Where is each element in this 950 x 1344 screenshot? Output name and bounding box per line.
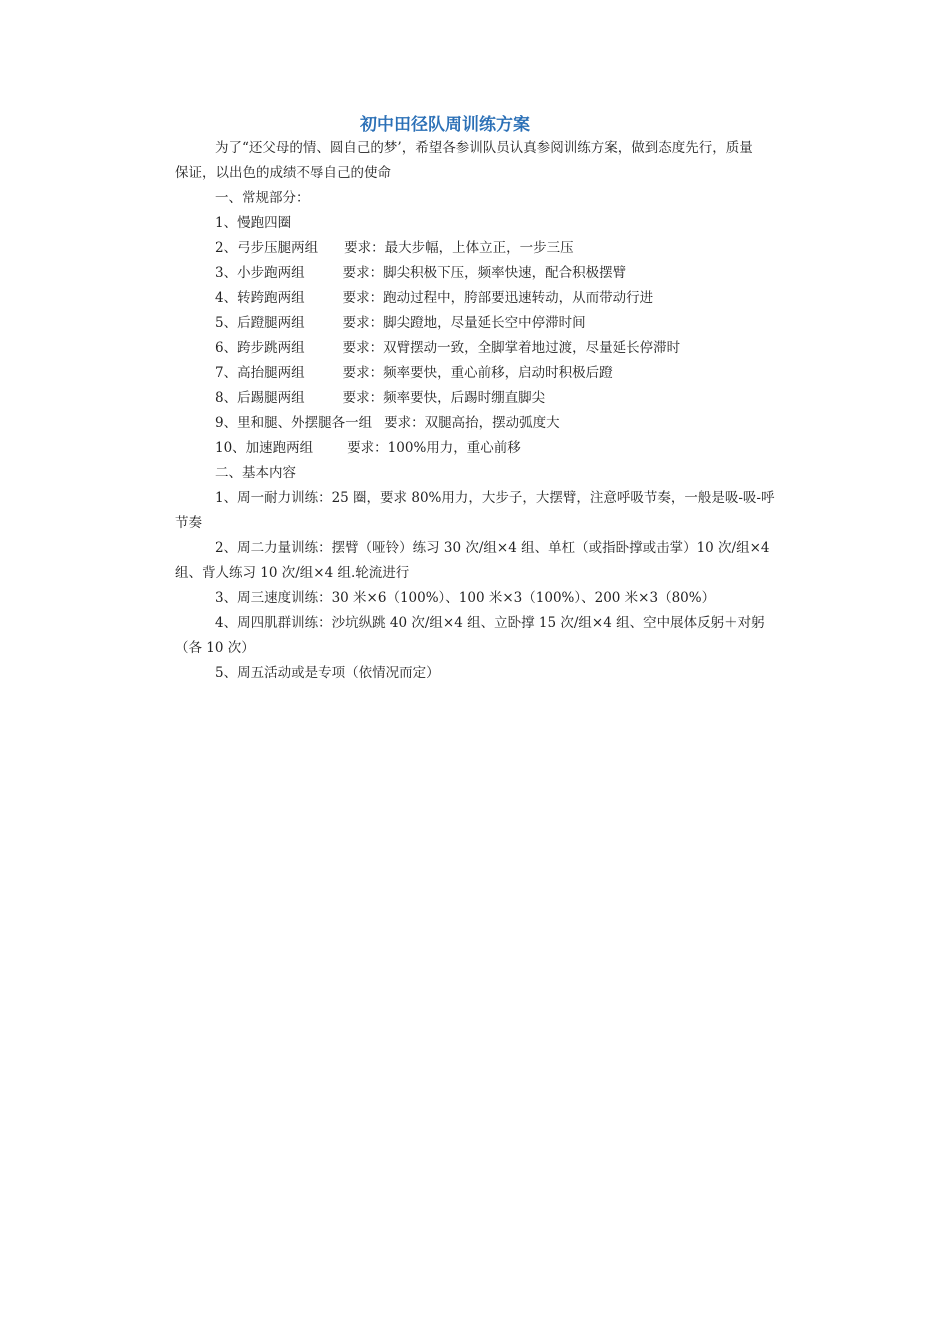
item-requirement: 要求：最大步幅，上体立正，一步三压 [344, 240, 574, 256]
item-name: 4、转跨跑两组 [215, 290, 305, 306]
list-item [215, 263, 626, 283]
content-line: 5、周五活动或是专项（依情况而定） [215, 665, 440, 681]
list-item [215, 388, 545, 408]
document-title: 初中田径队周训练方案 [360, 115, 530, 135]
intro-line-1: 为了“还父母的情、圆自己的梦’，希望各参训队员认真参阅训练方案，做到态度先行，质量 [215, 140, 753, 156]
item-requirement: 要求：双臂摆动一致，全脚掌着地过渡，尽量延长停滞时 [342, 340, 681, 356]
item-name: 7、高抬腿两组 [215, 365, 305, 381]
item-name: 8、后踢腿两组 [215, 390, 305, 406]
item-name: 5、后蹬腿两组 [215, 315, 305, 331]
section-heading-routine: 一、常规部分： [215, 190, 310, 206]
content-line: 1、周一耐力训练：25 圈，要求 80%用力，大步子，大摆臂，注意呼吸节奏，一般是吸-吸-呼 [215, 490, 775, 506]
item-requirement: 要求：频率要快，重心前移，启动时积极后蹬 [342, 365, 613, 381]
item-name: 2、弓步压腿两组 [215, 240, 319, 256]
content-line: 3、周三速度训练：30 米×6（100%）、100 米×3（100%）、200 米×3（80%） [215, 590, 716, 606]
item-requirement: 要求：100%用力，重心前移 [347, 440, 521, 456]
item-requirement: 要求：双腿高抬，摆动弧度大 [384, 415, 560, 431]
content-line-continued: 组、背人练习 10 次/组×4 组.轮流进行 [175, 565, 410, 581]
content-line: 2、周二力量训练：摆臂（哑铃）练习 30 次/组×4 组、单杠（或指卧撑或击掌）10 次/组×4 [215, 540, 770, 556]
list-item [215, 213, 291, 233]
item-requirement: 要求：脚尖蹬地，尽量延长空中停滞时间 [342, 315, 586, 331]
list-item [215, 238, 574, 258]
content-line-continued: （各 10 次） [175, 640, 255, 656]
item-requirement: 要求：脚尖积极下压，频率快速，配合积极摆臂 [342, 265, 627, 281]
content-line-continued: 节奏 [175, 515, 202, 531]
section-heading-content: 二、基本内容 [215, 465, 296, 481]
content-line: 4、周四肌群训练：沙坑纵跳 40 次/组×4 组、立卧撑 15 次/组×4 组、空中展体反躬＋对躬 [215, 615, 765, 631]
list-item [215, 438, 521, 458]
list-item [215, 338, 680, 358]
list-item [215, 413, 560, 433]
intro-line-2: 保证，以出色的成绩不辱自己的使命 [175, 165, 391, 181]
list-item [215, 313, 586, 333]
item-requirement: 要求：频率要快，后踢时绷直脚尖 [342, 390, 546, 406]
list-item [215, 288, 653, 308]
list-item [215, 363, 613, 383]
item-name: 1、慢跑四圈 [215, 215, 292, 231]
item-name: 6、跨步跳两组 [215, 340, 305, 356]
item-requirement: 要求：跑动过程中，胯部要迅速转动，从而带动行进 [342, 290, 654, 306]
item-name: 10、加速跑两组 [215, 440, 314, 456]
item-name: 9、里和腿、外摆腿各一组 [215, 415, 373, 431]
item-name: 3、小步跑两组 [215, 265, 305, 281]
